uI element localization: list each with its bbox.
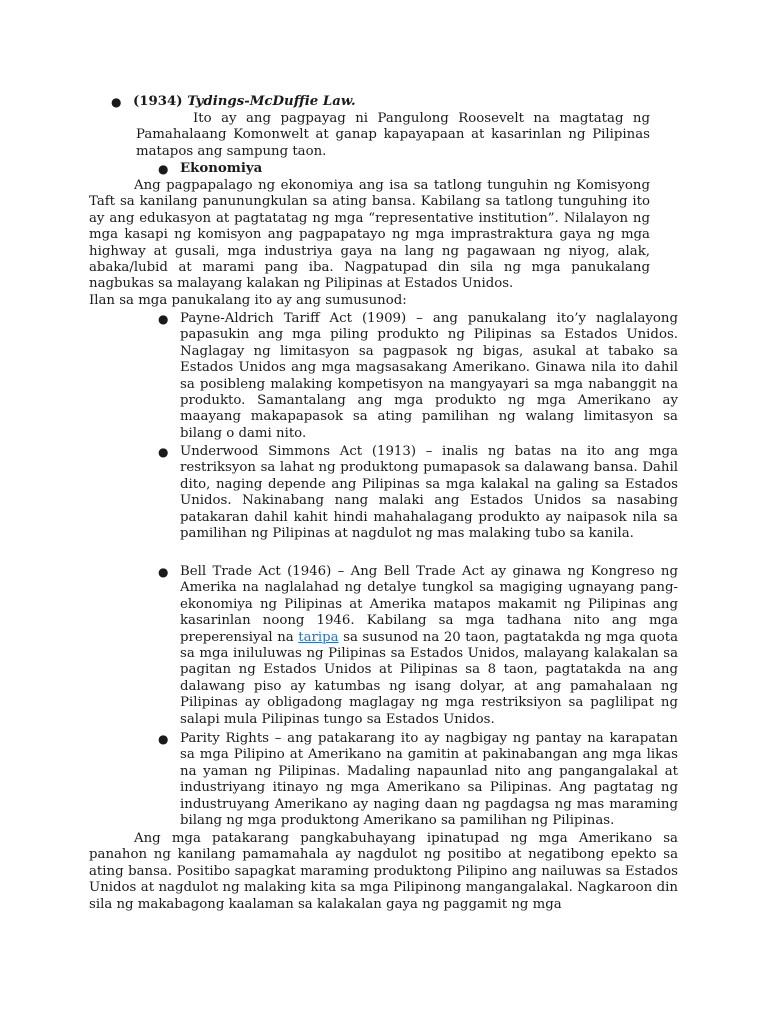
list-item-payne-aldrich: Payne-Aldrich Tariff Act (1909) – ang panukalang ito’y naglalayong papasukin ang mga piling produkto ng Pilipinas sa Estados Unidos. Naglagay ng limitasyon sa pagpasok ng bigas, asukal at tabako sa Estados Unidos ang mga magsasakang Amerikano. Ginawa nila ito dahil sa posibleng malaking kompetisyon na mangyayari sa mga nabanggit na produkto. Samantalang ang mga produkto ng mga Amerikano ay maayang makapapasok sa ating pamilihan ng walang limitasyon sa bilang o dami nito.	[180, 311, 678, 441]
bell-trade-text-before: Bell Trade Act (1946) – Ang Bell Trade Act ay ginawa ng Kongreso ng Amerika na naglalahad ng detalye tungkol sa magiging ugnayang pang-ekonomiya ng Pilipinas at Amerika matapos makamit ng Pilipinas ang kasarinlan noong 1946. Kabilang sa mga tadhana nito ang mga preperensiyal na	[180, 564, 678, 645]
ekonomiya-closing: Ang mga patakarang pangkabuhayang ipinatupad ng mga Amerikano sa panahon ng kanilang pamamahala ay nagdulot ng positibo at negatibong epekto sa ating bansa. Positibo sapagkat maraming produktong Pilipino ang nailuwas sa Estados Unidos at nagdulot ng malaking kita sa mga Pilipinong mangangalakal. Nagkaroon din sila ng makabagong kaalaman sa kalakalan gaya ng paggamit ng mga	[89, 831, 678, 912]
list-item-parity-rights: Parity Rights – ang patakarang ito ay nagbigay ng pantay na karapatan sa mga Pilipino at Amerikano na gamitin at pakinabangan ang mga likas na yaman ng Pilipinas. Madaling napaunlad nito ang pangangalakal at industriyang itinayo ng mga Amerikano sa Pilipinas. Ang pagtatag ng industruyang Amerikano ay naging daan ng pagdagsa ng mas maraming bilang ng mga produktong Amerikano sa pamilihan ng Pilipinas.	[180, 731, 678, 829]
bell-trade-text-after: sa susunod na 20 taon, pagtatakda ng mga quota sa mga iniluluwas ng Pilipinas sa Estados Unidos, malayang kalakalan sa pagitan ng Estados Unidos at Pilipinas sa 8 taon, pagtatakda na ang dalawang piso ay katumbas ng isang dolyar, at ang pamahalaan ng Pilipinas ay obligadong maglagay ng mga restriksiyon sa paglilipat ng salapi mula Pilipinas tungo sa Estados Unidos.	[180, 629, 678, 727]
bullet-ekonomiya: ●	[158, 162, 169, 176]
bullet-parity-rights: ●	[158, 732, 169, 746]
list-item-bell-trade	[180, 564, 678, 728]
ekonomiya-intro: Ang pagpapalago ng ekonomiya ang isa sa tatlong tunguhin ng Komisyong Taft sa kanilang panunungkulan sa ating bansa. Kabilang sa tatlong tunguhing ito ay ang edukasyon at pagtatatag ng mga “representative institution”. Nilalayon ng mga kasapi ng komisyon ang pagpapatayo ng mga imprastraktura gaya ng mga highway at gusali, mga industriya gaya na lang ng pagawaan ng niyog, alak, abaka/lubid at marami pang iba. Nagpatupad din sila ng mga panukalang nagbukas sa malayang kalakan ng Pilipinas at Estados Unidos.	[89, 178, 650, 292]
bullet-payne-aldrich: ●	[158, 312, 169, 326]
list-item-underwood-simmons: Underwood Simmons Act (1913) – inalis ng batas na ito ang mga restriksyon sa lahat ng produktong pumapasok sa dalawang bansa. Dahil dito, naging depende ang Pilipinas sa mga kalakal na galing sa Estados Unidos. Nakinabang nang malaki ang Estados Unidos sa nasabing patakaran dahil kahit hindi mahahalagang produkto ay naipasok nila sa pamilihan ng Pilipinas at nagdulot ng mas malaking tubo sa kanila.	[180, 444, 678, 542]
taripa-link[interactable]: taripa	[298, 629, 339, 645]
section-1934-title: Tydings-McDuffie Law.	[187, 94, 356, 109]
section-1934-heading	[133, 94, 693, 110]
ekonomiya-list-intro: Ilan sa mga panukalang ito ay ang sumusunod:	[89, 293, 407, 308]
ekonomiya-heading: Ekonomiya	[180, 161, 263, 176]
section-1934-text: Ito ay ang pagpayag ni Pangulong Roosevelt na magtatag ng Pamahalaang Komonwelt at ganap kapayapaan at kasarinlan ng Pilipinas matapos ang sampung taon.	[136, 111, 650, 159]
bullet-bell-trade: ●	[158, 565, 169, 579]
bullet-underwood-simmons: ●	[158, 445, 169, 459]
bullet-1934: ●	[111, 95, 122, 109]
section-1934-year: (1934)	[133, 94, 183, 109]
